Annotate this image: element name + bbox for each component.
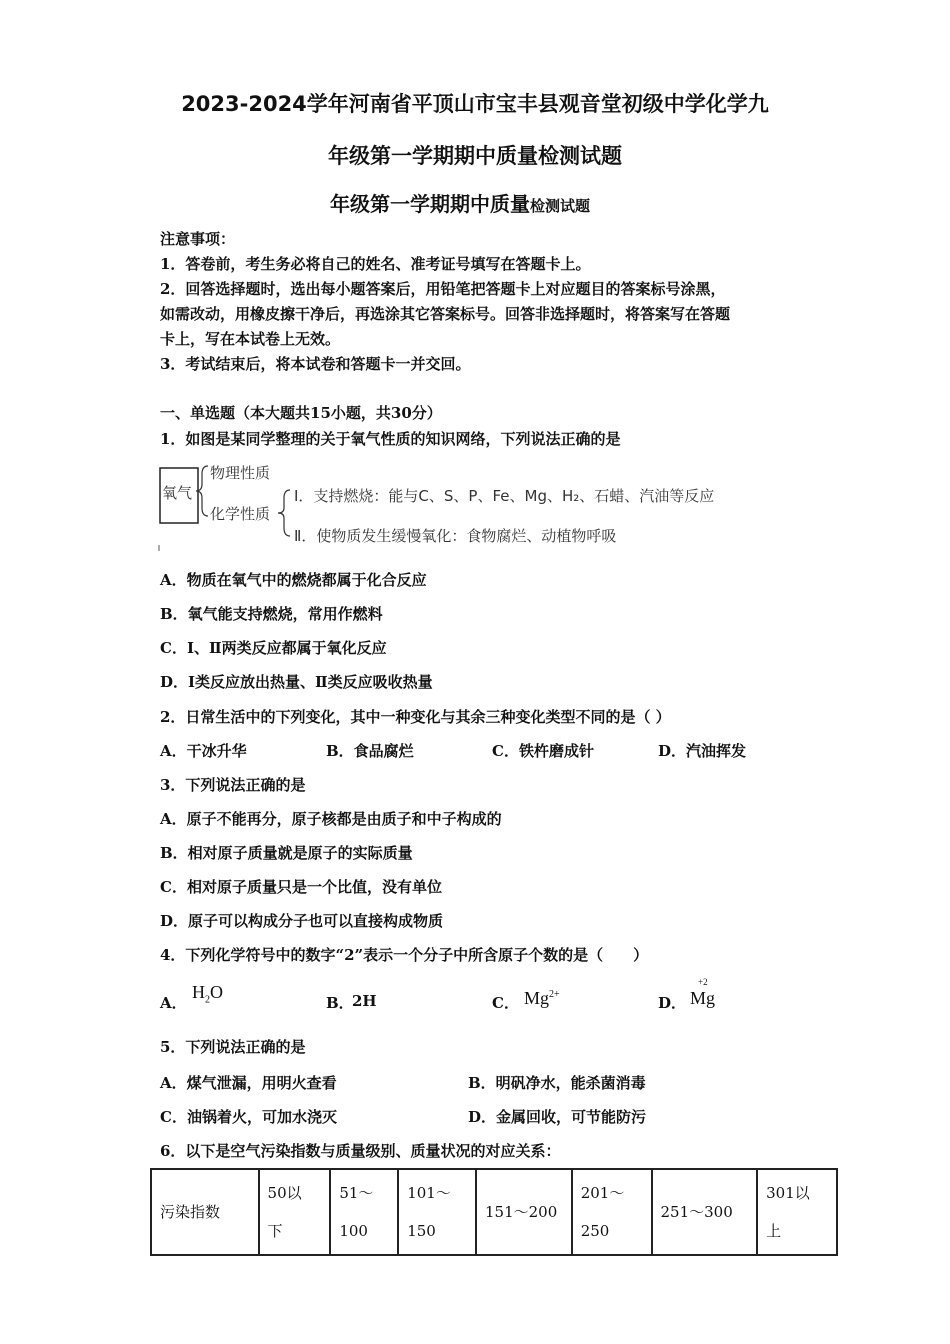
- q4-label-a: A．: [160, 994, 187, 1012]
- table-cell: 51～ 100: [330, 1169, 398, 1255]
- diagram-item-1: Ⅰ．支持燃烧：能与C、S、P、Fe、Mg、H₂、石蜡、汽油等反应: [294, 487, 715, 505]
- doc-title-line2: 年级第一学期期中质量检测试题: [328, 144, 622, 168]
- diagram-item-2: Ⅱ．使物质发生缓慢氧化：食物腐烂、动植物呼吸: [294, 527, 617, 545]
- q4-valence-mark: +2: [698, 977, 708, 987]
- q4-formula-h2o: $H_2O$: [192, 982, 223, 1006]
- q4-label-b: B．: [326, 994, 354, 1012]
- table-cell: 251～300: [652, 1169, 758, 1255]
- subtitle-main: 年级第一学期期中质量: [330, 192, 530, 216]
- table-cell: 151～200: [476, 1169, 572, 1255]
- q4-formula-2h: 2H: [352, 992, 377, 1010]
- question-5-option: D．金属回收，可节能防污: [468, 1108, 647, 1126]
- question-5-stem: 5．下列说法正确的是: [160, 1038, 306, 1056]
- pollution-index-table: [150, 1168, 838, 1256]
- table-cell: 50以 下: [259, 1169, 331, 1255]
- note-item: 3．考试结束后，将本试卷和答题卡一并交回。: [160, 355, 471, 373]
- question-1-option: B．氧气能支持燃烧，常用作燃料: [160, 605, 383, 623]
- question-1-option: C．Ⅰ、Ⅱ两类反应都属于氧化反应: [160, 639, 387, 657]
- question-1-stem: 1．如图是某同学整理的关于氧气性质的知识网络，下列说法正确的是: [160, 430, 621, 448]
- question-2-option: B．食品腐烂: [326, 742, 414, 760]
- table-cell: 101～ 150: [398, 1169, 476, 1255]
- notes-heading: 注意事项：: [160, 230, 236, 248]
- q4-label-c: C．: [492, 994, 519, 1012]
- table-row: [151, 1169, 837, 1255]
- oxygen-knowledge-diagram: [158, 458, 798, 553]
- question-1-option: D．Ⅰ类反应放出热量、Ⅱ类反应吸收热量: [160, 673, 433, 691]
- section-heading: 一、单选题（本大题共15小题，共30分）: [160, 404, 442, 422]
- q4-formula-mg-ion: $Mg^{2+}$: [524, 988, 560, 1008]
- question-3-stem: 3．下列说法正确的是: [160, 776, 306, 794]
- question-1-option: A．物质在氧气中的燃烧都属于化合反应: [160, 571, 427, 589]
- question-5-option: A．煤气泄漏，用明火查看: [160, 1074, 337, 1092]
- table-header-cell: 污染指数: [151, 1169, 259, 1255]
- question-4-stem: 4．下列化学符号中的数字“2”表示一个分子中所含原子个数的是（ ）: [160, 946, 649, 964]
- note-item: 2．回答选择题时，选出每小题答案后，用铅笔把答题卡上对应题目的答案标号涂黑，: [160, 280, 726, 298]
- question-3-option: D．原子可以构成分子也可以直接构成物质: [160, 912, 444, 930]
- question-2-stem: 2．日常生活中的下列变化，其中一种变化与其余三种变化类型不同的是（ ）: [160, 708, 671, 726]
- diagram-physical: 物理性质: [210, 464, 271, 482]
- table-cell: 301以 上: [757, 1169, 837, 1255]
- question-6-stem: 6．以下是空气污染指数与质量级别、质量状况的对应关系：: [160, 1142, 561, 1160]
- note-item: 卡上，写在本试卷上无效。: [160, 330, 341, 348]
- note-item: 1．答卷前，考生务必将自己的姓名、准考证号填写在答题卡上。: [160, 255, 591, 273]
- q4-formula-mg-valence: Mg: [690, 988, 716, 1008]
- doc-subtitle: [330, 188, 590, 217]
- question-3-option: A．原子不能再分，原子核都是由质子和中子构成的: [160, 810, 502, 828]
- doc-title-line1: 2023-2024学年河南省平顶山市宝丰县观音堂初级中学化学九: [181, 92, 769, 116]
- table-cell: 201～ 250: [572, 1169, 652, 1255]
- question-2-option: C．铁杵磨成针: [492, 742, 594, 760]
- diagram-chemical: 化学性质: [210, 505, 271, 523]
- note-item: 如需改动，用橡皮擦干净后，再选涂其它答案标号。回答非选择题时，将答案写在答题: [160, 305, 731, 323]
- question-5-option: B．明矾净水，能杀菌消毒: [468, 1074, 646, 1092]
- question-3-option: C．相对原子质量只是一个比值，没有单位: [160, 878, 442, 896]
- question-3-option: B．相对原子质量就是原子的实际质量: [160, 844, 413, 862]
- question-5-option: C．油锅着火，可加水浇灭: [160, 1108, 337, 1126]
- question-2-option: A．干冰升华: [160, 742, 247, 760]
- diagram-root: 氧气: [162, 484, 193, 502]
- q4-label-d: D．: [658, 994, 687, 1012]
- subtitle-small: 检测试题: [530, 197, 591, 215]
- question-2-option: D．汽油挥发: [658, 742, 747, 760]
